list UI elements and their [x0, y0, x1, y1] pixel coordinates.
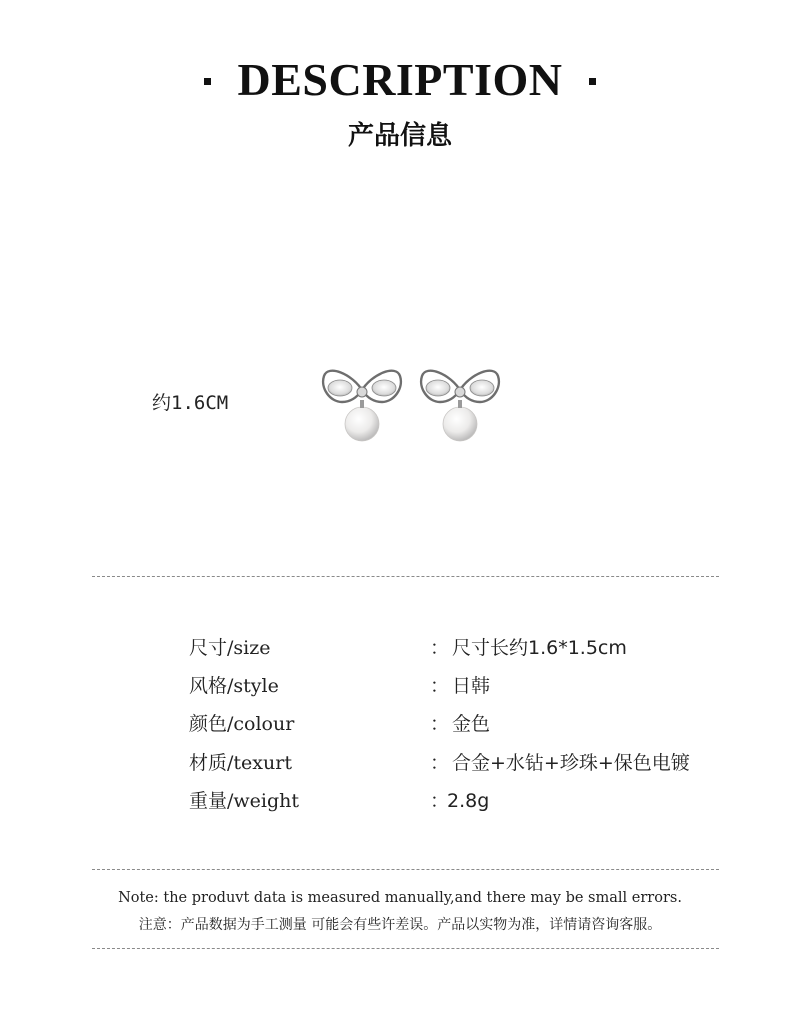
bullet-dot-left — [204, 78, 211, 85]
spec-colon: ： — [430, 790, 450, 812]
dashed-divider — [92, 869, 719, 870]
page-subtitle: 产品信息 — [347, 121, 452, 151]
spec-row-style — [0, 667, 800, 705]
spec-row-size — [0, 629, 800, 667]
dashed-divider — [92, 948, 719, 949]
size-label: 约1.6CM — [152, 392, 229, 414]
spec-row-weight — [0, 782, 800, 820]
spec-key: 材质/texurt — [189, 752, 292, 774]
note-chinese: 注意：产品数据为手工测量 可能会有些许差误。产品以实物为准，详情请咨询客服。 — [138, 917, 662, 933]
bullet-dot-right — [589, 78, 596, 85]
bow-pearl-earring-icon — [312, 352, 412, 452]
page-title — [0, 52, 800, 108]
spec-colon: ： — [430, 637, 450, 659]
note-english: Note: the produvt data is measured manually,and there may be small errors. — [118, 890, 682, 906]
spec-value: 合金+水钻+珍珠+保色电镀 — [452, 752, 690, 774]
spec-colon: ： — [430, 713, 450, 735]
spec-value: 日韩 — [452, 675, 491, 697]
dashed-divider — [92, 576, 719, 577]
spec-value: 金色 — [452, 713, 491, 735]
spec-key: 重量/weight — [189, 790, 300, 812]
spec-colon: ： — [430, 752, 450, 774]
spec-row-colour — [0, 705, 800, 743]
bow-pearl-earring-icon — [410, 352, 510, 452]
spec-value: 2.8g — [447, 790, 490, 812]
spec-value: 尺寸长约1.6*1.5cm — [452, 637, 627, 659]
spec-colon: ： — [430, 675, 450, 697]
spec-key: 颜色/colour — [189, 713, 295, 735]
page-title-text: DESCRIPTION — [237, 54, 563, 105]
spec-row-material — [0, 744, 800, 782]
spec-key: 尺寸/size — [189, 637, 271, 659]
spec-key: 风格/style — [189, 675, 279, 697]
